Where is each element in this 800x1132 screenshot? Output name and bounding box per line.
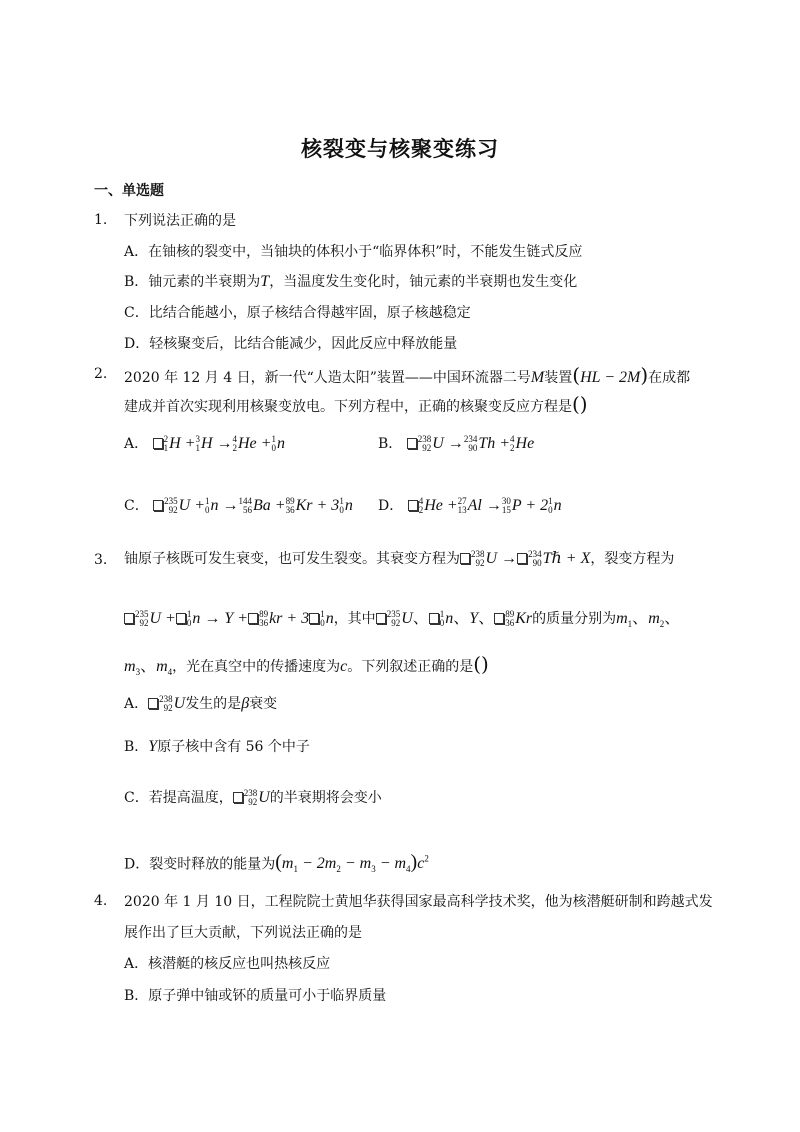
equation: 238 92 U — [148, 695, 185, 712]
section-heading: 一、单选题 — [94, 183, 164, 199]
option-d — [124, 850, 429, 879]
question-number: 3. — [94, 552, 108, 568]
question-number: 2. — [94, 366, 108, 382]
option-label: C．若提高温度， — [124, 790, 233, 806]
option-text: 发生的是 — [185, 696, 242, 712]
paren: ) — [640, 363, 649, 387]
option-label: B． — [124, 739, 149, 755]
option-a — [124, 695, 277, 713]
question-number: 4. — [94, 893, 108, 909]
option-label: A． — [124, 696, 149, 712]
question-stem-line2: 展作出了巨大贡献，下列说法正确的是 — [124, 925, 362, 941]
option-label: D．裂变时释放的能量为 — [124, 856, 276, 873]
question-number: 1. — [94, 212, 108, 228]
question-stem — [124, 363, 691, 387]
option-text: ，当温度发生变化时，铀元素的半衰期也发生变化 — [269, 274, 578, 290]
option-a — [124, 435, 285, 453]
question-stem-line2 — [124, 392, 588, 416]
question-stem — [124, 550, 674, 568]
variable: M — [530, 369, 545, 386]
option-b — [124, 273, 577, 291]
option-a: A．核潜艇的核反应也叫热核反应 — [124, 956, 331, 972]
option-c: C．比结合能越小，原子核结合得越牢固，原子核越稳定 — [124, 305, 471, 321]
masses: $m_1$、$m_2$、 — [616, 610, 681, 630]
equation: 238 92 U → 234 90 Tℏ + X — [460, 550, 590, 567]
option-text: 衰变 — [249, 696, 278, 712]
stem-text: 的质量分别为 — [532, 611, 617, 627]
stem-text: 装置 — [544, 370, 573, 386]
equation: 4 2 He + 27 13 Al → 30 15 P + 2 1 0 n — [408, 497, 562, 514]
stem-text: 2020 年 12 月 4 日，新一代“人造太阳”装置——中国环流器二号 — [124, 370, 531, 386]
option-c — [124, 497, 353, 515]
option-label: C． — [124, 498, 149, 514]
nuclide-list: 235 92 U、 1 0 n、Y、 89 36 Kr — [376, 610, 532, 627]
option-label: B． — [378, 436, 403, 452]
stem-text: 。下列叙述正确的是 — [347, 659, 474, 675]
option-b — [378, 435, 534, 453]
question-stem-line3 — [124, 652, 489, 681]
option-b — [124, 738, 310, 756]
paren: ( — [572, 363, 581, 387]
answer-paren: () — [572, 392, 588, 416]
equation: 235 92 U + 1 0 n → Y + 89 36 kr + 3 1 0 n — [124, 610, 334, 627]
option-a: A．在铀核的裂变中，当铀块的体积小于“临界体积”时，不能发生链式反应 — [124, 244, 583, 260]
option-d — [378, 497, 562, 515]
option-label: A． — [124, 436, 149, 452]
option-label: D． — [378, 498, 404, 514]
option-text: B．铀元素的半衰期为 — [124, 274, 261, 290]
stem-text: ，裂变方程为 — [590, 551, 675, 567]
answer-paren: () — [473, 652, 489, 676]
option-c — [124, 789, 382, 807]
device-name: HL − 2M — [580, 369, 641, 386]
stem-text: 在成都 — [648, 370, 691, 386]
stem-text: 铀原子核既可发生衰变，也可发生裂变。其衰变方程为 — [124, 551, 460, 567]
page-title: 核裂变与核聚变练习 — [301, 137, 499, 161]
option-text: 的半衰期将会变小 — [269, 790, 382, 806]
equation: 235 92 U + 1 0 n → 144 56 Ba + 89 36 Kr + 3 1 0 n — [153, 497, 353, 514]
question-stem-line2 — [124, 610, 680, 633]
stem-text: ，光在真空中的传播速度为 — [172, 659, 341, 675]
stem-text: 建成并首次实现利用核聚变放电。下列方程中，正确的核聚变反应方程是 — [124, 399, 572, 415]
option-d: D．轻核聚变后，比结合能减少，因此反应中释放能量 — [124, 336, 458, 352]
equation: 238 92 U → 234 90 Th + 4 2 He — [407, 435, 534, 452]
question-stem: 下列说法正确的是 — [124, 213, 236, 229]
stem-text: ，其中 — [333, 611, 376, 627]
variable: β — [241, 695, 250, 712]
variable: c — [340, 658, 348, 675]
question-stem: 2020 年 1 月 10 日，工程院院士黄旭华获得国家最高科学技术奖，他为核潜艇研制和跨越式发 — [124, 894, 713, 910]
equation: 2 1 H + 3 1 H → 4 2 He + 1 0 n — [153, 435, 285, 452]
equation: $(m_1 - 2m_2 - m_3 - m_4)c^2$ — [275, 851, 429, 875]
variable: Y — [148, 738, 158, 755]
masses: $m_3$、$m_4$ — [124, 658, 173, 678]
option-text: 原子核中含有 56 个中子 — [157, 739, 310, 755]
variable: T — [260, 273, 270, 290]
equation: 238 92 U — [233, 789, 270, 806]
option-b: B．原子弹中铀或钚的质量可小于临界质量 — [124, 988, 387, 1004]
